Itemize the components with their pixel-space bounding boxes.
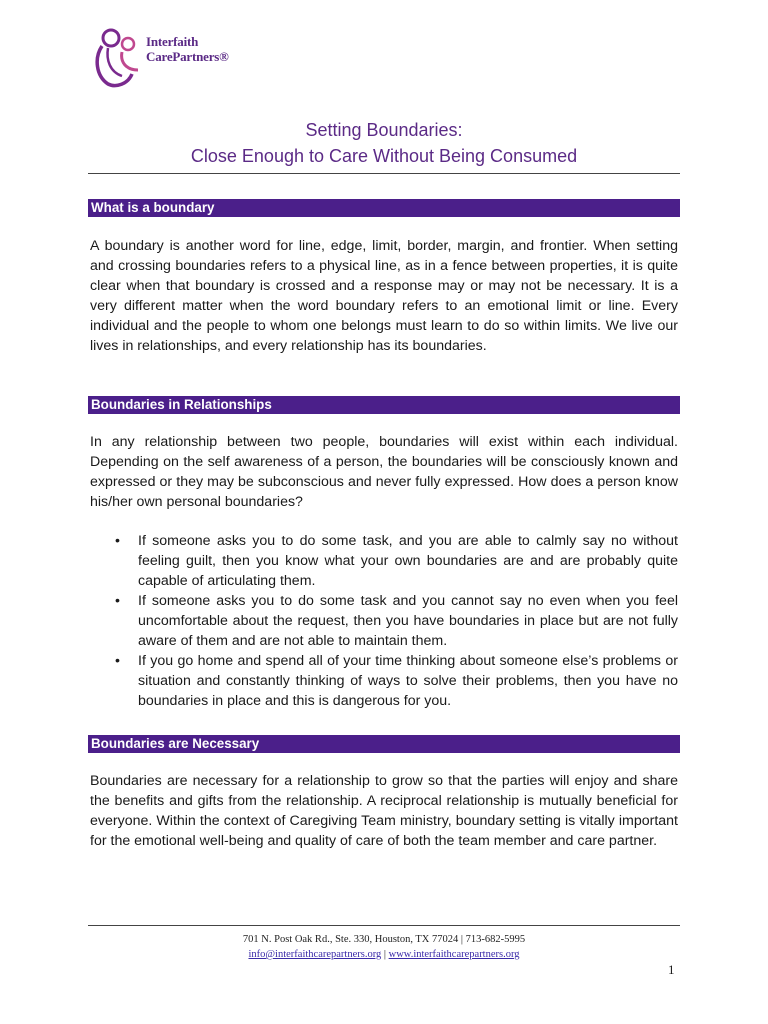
footer-separator: | — [383, 949, 386, 960]
title-divider — [88, 173, 680, 174]
list-item-text: If you go home and spend all of your time thinking about someone else’s problems or situation and constantly thinking of ways to solve their problems, then you have no boundaries in place and this is dangerous for you. — [138, 653, 678, 709]
section-heading-what-is-a-boundary: What is a boundary — [88, 199, 680, 217]
page-title: Setting Boundaries: — [305, 120, 463, 140]
section-heading-boundaries-in-relationships: Boundaries in Relationships — [88, 396, 680, 414]
logo-line-1: Interfaith — [146, 34, 199, 49]
list-item — [90, 651, 678, 711]
logo-figures-icon — [94, 24, 150, 88]
boundaries-bullet-list — [90, 531, 678, 711]
bullet-icon: • — [115, 533, 120, 549]
website-link[interactable]: www.interfaithcarepartners.org — [388, 949, 520, 960]
page-subtitle: Close Enough to Care Without Being Consumed — [190, 146, 578, 166]
section-heading-boundaries-are-necessary: Boundaries are Necessary — [88, 735, 680, 753]
email-link[interactable]: info@interfaithcarepartners.org — [248, 949, 382, 960]
list-item — [90, 591, 678, 651]
logo-wordmark — [146, 34, 229, 64]
footer-divider — [88, 925, 680, 926]
footer-links — [88, 948, 680, 962]
list-item — [90, 531, 678, 591]
footer-address: 701 N. Post Oak Rd., Ste. 330, Houston, TX 77024 | 713-682-5995 — [242, 934, 526, 945]
bullet-icon: • — [115, 593, 120, 609]
list-item-text: If someone asks you to do some task and you cannot say no even when you feel uncomfortable about the request, then you have boundaries in place but are not fully aware of them and are not able to maintain them. — [138, 593, 678, 649]
section-body-boundaries-are-necessary: Boundaries are necessary for a relationship to grow so that the parties will enjoy and share the benefits and gifts from the relationship. A reciprocal relationship is mutually beneficial for everyone. Within the context of Caregiving Team ministry, boundary setting is vitally important for the emotional well-being and quality of care of both the team member and care partner. — [90, 773, 678, 849]
section-body-what-is-a-boundary: A boundary is another word for line, edge, limit, border, margin, and frontier. When setting and crossing boundaries refers to a physical line, as in a fence between properties, it is quite clear when that boundary is crossed and a response may or may not be necessary. It is a very different matter when the word boundary refers to an emotional limit or line. Every individual and the people to whom one belongs must learn to do so within limits. We live our lives in relationships, and every relationship has its boundaries. — [90, 238, 678, 354]
list-item-text: If someone asks you to do some task, and you are able to calmly say no without feeling guilt, then you know what your own boundaries are and are probably quite capable of articulating them. — [138, 533, 678, 589]
interfaith-carepartners-logo — [94, 24, 234, 90]
section-body-boundaries-in-relationships: In any relationship between two people, boundaries will exist within each individual. Depending on the self awareness of a person, the boundaries will be consciously known and expressed or they may be subconscious and never fully expressed. How does a person know his/her own personal boundaries? — [90, 434, 678, 510]
page-number: 1 — [668, 962, 675, 977]
bullet-icon: • — [115, 653, 120, 669]
logo-line-2: CarePartners® — [146, 49, 229, 64]
